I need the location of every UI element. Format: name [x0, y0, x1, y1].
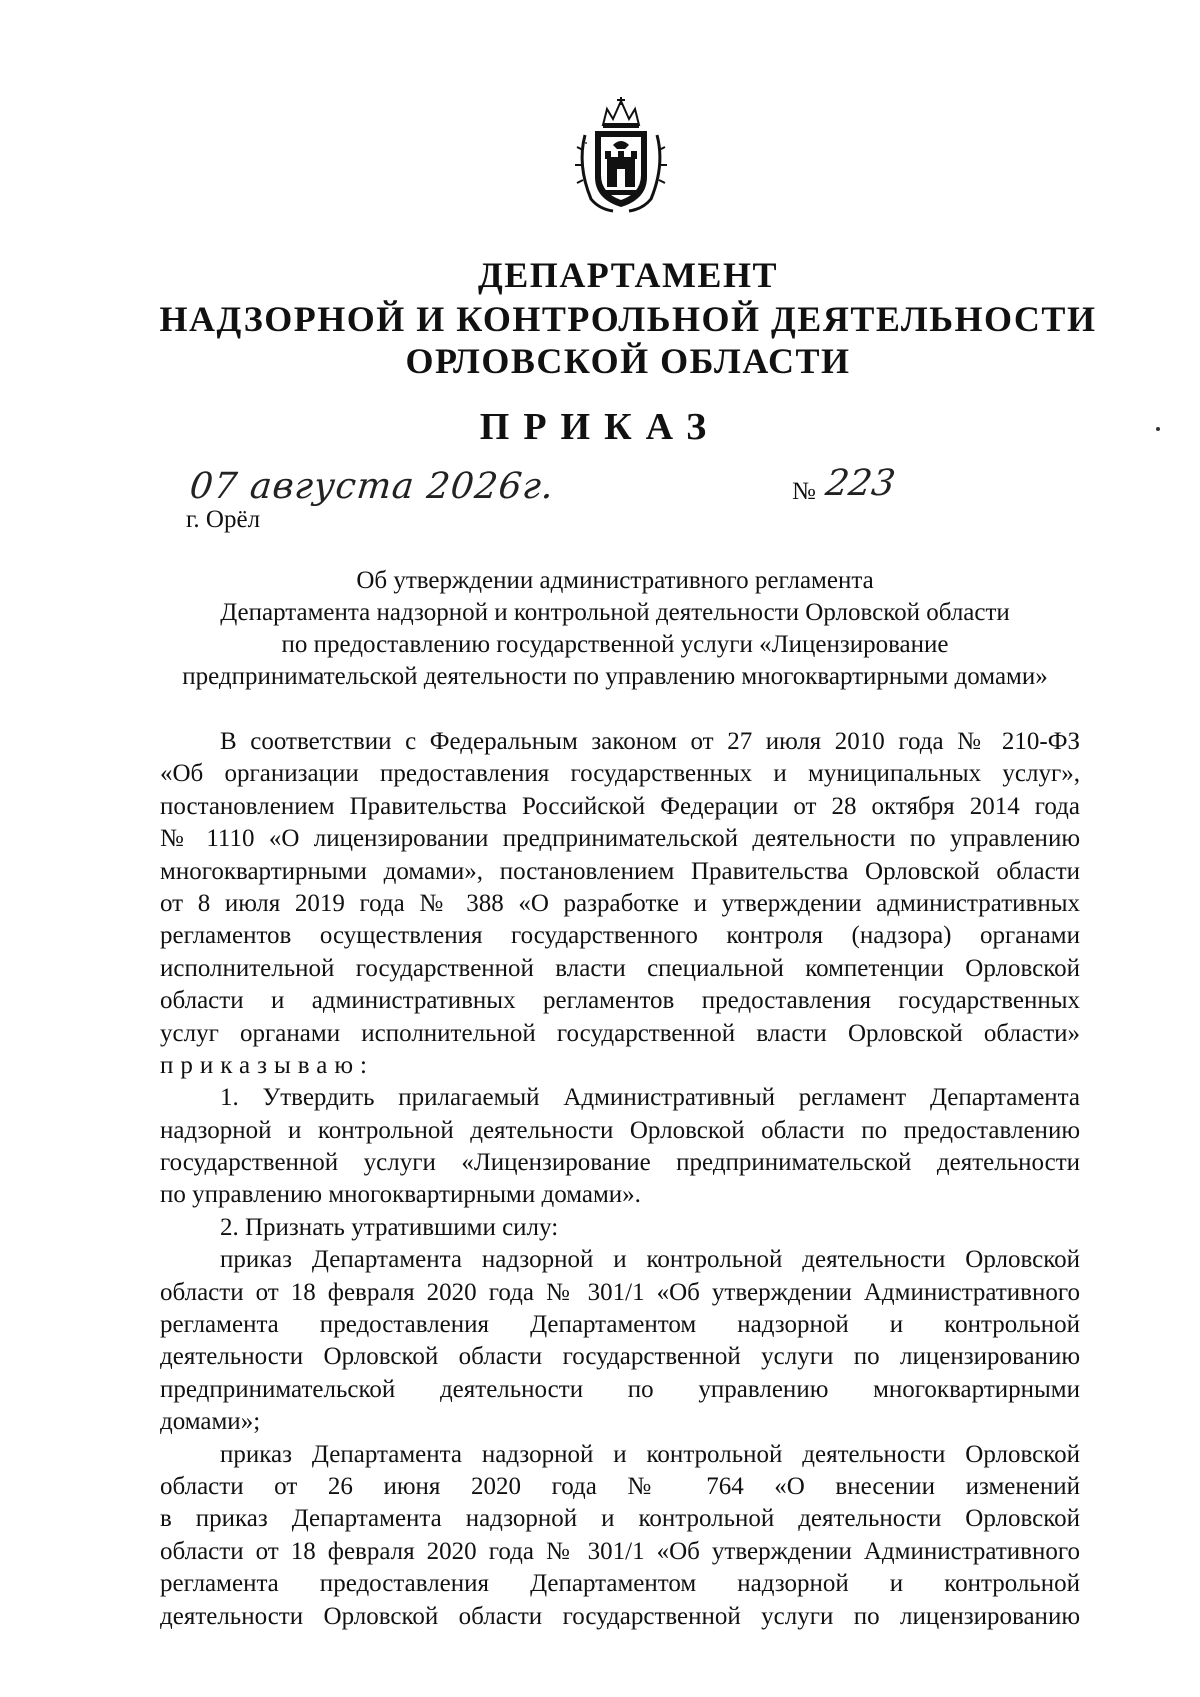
order-title: ПРИКАЗ: [479, 406, 721, 448]
body-line: 2. Признать утратившими силу:: [220, 1213, 559, 1241]
scan-speck: [1156, 427, 1160, 431]
body-line: 1. Утвердить прилагаемый Административный регламент Департамента: [220, 1084, 1080, 1112]
department-title-line-2: НАДЗОРНОЙ И КОНТРОЛЬНОЙ ДЕЯТЕЛЬНОСТИ: [159, 299, 1097, 339]
body-line: № 1110 «О лицензировании предпринимательской деятельности по управлению: [160, 825, 1080, 853]
department-title-line-1: ДЕПАРТАМЕНТ: [478, 255, 778, 295]
order-body: [160, 726, 1080, 1633]
city-label: г. Орёл: [186, 506, 261, 533]
subject-line: Об утверждении административного регламента: [356, 567, 874, 594]
order-subject: [150, 565, 1080, 693]
body-line-order-verb: приказываю:: [160, 1051, 374, 1079]
body-line: постановлением Правительства Российской Федерации от 28 октября 2014 года: [160, 792, 1080, 820]
body-line: государственной услуги «Лицензирование предпринимательской деятельности: [160, 1149, 1080, 1177]
body-line: многоквартирными домами», постановлением Правительства Орловской области: [160, 857, 1080, 885]
subject-line: Департамента надзорной и контрольной деятельности Орловской области: [220, 599, 1010, 626]
body-line: от 8 июля 2019 года № 388 «О разработке и утверждении административных: [160, 889, 1080, 917]
body-line: регламентов осуществления государственного контроля (надзора) органами: [160, 922, 1080, 950]
body-line: деятельности Орловской области государственной услуги по лицензированию: [160, 1602, 1080, 1630]
body-line: предпринимательской деятельности по управлению многоквартирными: [160, 1375, 1080, 1403]
body-line: В соответствии с Федеральным законом от 27 июля 2010 года № 210-ФЗ: [220, 728, 1080, 755]
body-line: деятельности Орловской области государственной услуги по лицензированию: [160, 1343, 1080, 1371]
body-line: приказ Департамента надзорной и контрольной деятельности Орловской: [220, 1246, 1080, 1274]
body-line: домами»;: [160, 1408, 261, 1436]
body-line: по управлению многоквартирными домами».: [160, 1181, 641, 1209]
body-line: приказ Департамента надзорной и контрольной деятельности Орловской: [220, 1440, 1080, 1468]
scan-speck: [585, 142, 587, 144]
handwritten-date: 07 августа 2026г.: [187, 466, 557, 507]
order-number-label: №: [792, 478, 816, 505]
coat-of-arms-emblem: [573, 95, 669, 215]
handwritten-order-number: 223: [823, 463, 898, 504]
subject-line: предпринимательской деятельности по управлению многоквартирными домами»: [182, 663, 1048, 690]
body-line: области от 18 февраля 2020 года № 301/1 «Об утверждении Административного: [160, 1537, 1080, 1565]
body-line: в приказ Департамента надзорной и контрольной деятельности Орловской: [160, 1505, 1080, 1533]
body-line: надзорной и контрольной деятельности Орловской области по предоставлению: [160, 1116, 1080, 1144]
body-line: регламента предоставления Департаментом надзорной и контрольной: [160, 1570, 1080, 1598]
subject-line: по предоставлению государственной услуги «Лицензирование: [281, 631, 949, 658]
body-line: «Об организации предоставления государственных и муниципальных услуг»,: [160, 760, 1080, 788]
body-line: области и административных регламентов предоставления государственных: [160, 987, 1080, 1015]
body-line: исполнительной государственной власти специальной компетенции Орловской: [160, 954, 1080, 982]
body-line: области от 26 июня 2020 года № 764 «О внесении изменений: [160, 1472, 1080, 1500]
body-line: области от 18 февраля 2020 года № 301/1 «Об утверждении Административного: [160, 1278, 1080, 1306]
body-line: услуг органами исполнительной государственной власти Орловской области»: [160, 1019, 1080, 1047]
body-line: регламента предоставления Департаментом надзорной и контрольной: [160, 1311, 1080, 1339]
department-title-line-3: ОРЛОВСКОЙ ОБЛАСТИ: [405, 341, 851, 381]
